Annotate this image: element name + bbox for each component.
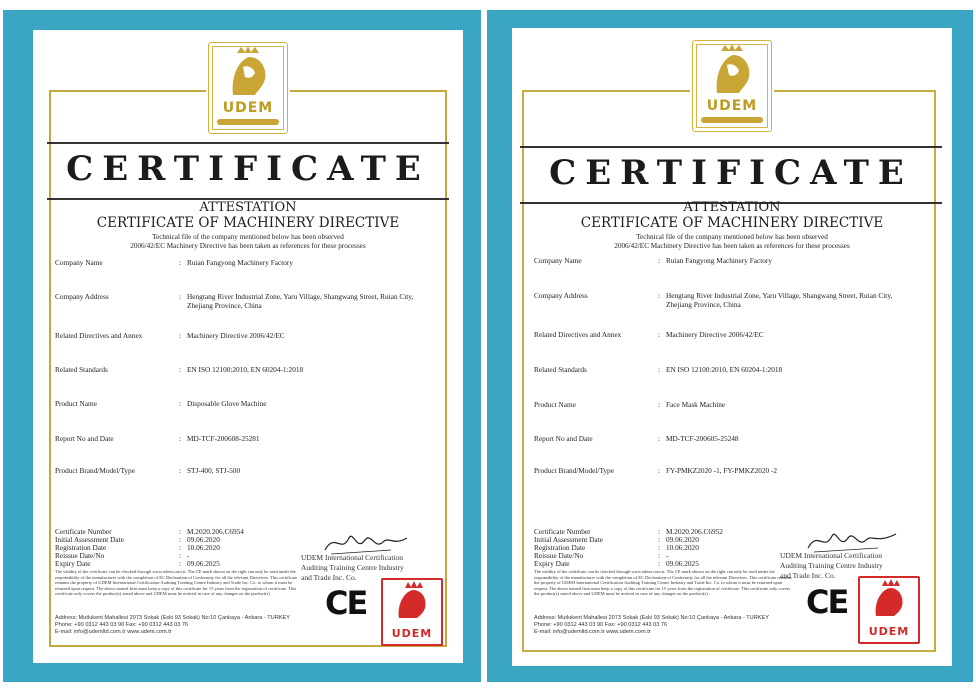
field-value: Face Mask Machine: [666, 400, 726, 409]
certificate-title-band: [47, 142, 449, 200]
directive-heading: CERTIFICATE OF MACHINERY DIRECTIVE: [96, 215, 400, 231]
field-label: Product Brand/Model/Type: [55, 466, 135, 475]
footer-label: Expiry Date: [55, 559, 91, 568]
footer-line: Certificate Number : M.2020.206.C6954: [55, 527, 244, 536]
certificate-title: CERTIFICATE: [549, 153, 913, 193]
footer-label: Initial Assessment Date: [55, 535, 124, 544]
validity-text: The validity of the certificate can be checked through www.udem.com.tr. The CE mark shown on the right can only be used under the responsibility of the manufacturer with the completion of EC Declaration of Conformity for all the relevant Directives. This certificate remains the property of UDEM International Certification Auditing Training Centre Industry and Trade Inc. Co. to whom it must be returned upon request. The above named firm must keep a copy of this certificate for 15 years from the registration of certificate. This certificate only covers the product(s) stated above and UDEM must be noticed in case of any changes on the product(s): [55, 569, 298, 597]
address-line: Address: Mutlukent Mahallesi 2073 Sokak (Eski 93 Sokak) No:10 Çankaya - Ankara - TURKEY: [534, 615, 769, 621]
email-line: E-mail: info@udemltd.com.tr www.udem.com.tr: [55, 629, 172, 635]
field-value: Machinery Directive 2006/42/EC: [666, 330, 764, 339]
footer-label: Certificate Number: [55, 527, 112, 536]
field-value: STJ-400, STJ-500: [187, 466, 241, 475]
footer-label: Reissue Date/No: [55, 551, 105, 560]
footer-value: M.2020.206.C6954: [187, 527, 244, 536]
footer-value: 09.06.2020: [666, 535, 699, 544]
field-label: Report No and Date: [534, 434, 593, 443]
logo-text: UDEM: [222, 100, 274, 116]
note-line-2: 2006/42/EC Machinery Directive has been taken as references for these processes: [614, 242, 850, 250]
field-label: Related Directives and Annex: [534, 330, 622, 339]
footer-line: Expiry Date : 09.06.2025: [534, 559, 699, 568]
footer-line: Certificate Number : M.2020.206.C6952: [534, 527, 723, 536]
note-line-1: Technical file of the company mentioned below has been observed: [152, 233, 344, 241]
ce-mark: CE: [806, 583, 848, 621]
footer-label: Registration Date: [534, 543, 586, 552]
field-label: Product Name: [534, 400, 576, 409]
field-value: Machinery Directive 2006/42/EC: [187, 331, 285, 340]
field-value: EN ISO 12100:2010, EN 60204-1:2018: [187, 365, 304, 374]
issuer-line: and Trade Inc. Co.: [780, 571, 836, 580]
issuer-line: Auditing Training Centre Industry: [301, 563, 404, 572]
red-logo-text: UDEM: [391, 627, 433, 640]
lion-crown-icon: [383, 580, 441, 620]
field-label: Company Address: [55, 292, 109, 301]
issuer-line: and Trade Inc. Co.: [301, 573, 357, 582]
field-value: Hengtang River Industrial Zone, Yaru Village, Shangwang Street, Ruian City, Zhejiang Province, China: [187, 292, 414, 310]
field-label: Product Brand/Model/Type: [534, 466, 614, 475]
footer-line: Initial Assessment Date : 09.06.2020: [55, 535, 220, 544]
field-value: Hengtang River Industrial Zone, Yaru Village, Shangwang Street, Ruian City, Zhejiang Province, China: [666, 291, 893, 309]
footer-label: Certificate Number: [534, 527, 591, 536]
field-value: Ruian Fangyong Machinery Factory: [187, 258, 293, 267]
directive-heading: CERTIFICATE OF MACHINERY DIRECTIVE: [580, 215, 884, 231]
field-label: Company Name: [55, 258, 103, 267]
certificate-paper: UDEM CERTIFICATE ATTESTATION CERTIFICATE OF MACHINERY DIRECTIVE Technical file of the company mentioned below has been observed 2006/42/EC Machinery Directive has been taken as references for these processes Company Name : Ruian Fangyong Machinery Factory Company Address : Hengtang River Industrial Zone, Yaru Village, Shangwang Street, Ruian City, Zhejiang Province, China Related Directives and Annex : Machinery Directive 2006/42/EC Related Standards : EN ISO 12100:2010, EN 60204-1:2018 Product Name : Disposable Glove Machine Report No and Date : MD-TCF-200608-25281 Product Brand/Model/Type : STJ-400, STJ-500 Certificate Number : M.2020.206.C6954 Initial Assessment Date : 09.06.2020 Registration Date : 10.06.2020 Reissue Date/No : - Expiry Date : 09.06.2025 The validity of the certificate can be checked through www.udem.com.tr. The CE mark shown on the right can only be used under the responsibility of the manufacturer with the completion of EC Declaration of Conformity for all the relevant Directives. This certificate remains the property of UDEM International Certification Auditing Training Centre Industry and Trade Inc. Co. to whom it must be returned upon request. The above named firm must keep a copy of this certificate for 15 years from the registration of certificate. This certificate only covers the product(s) stated above and UDEM must be noticed in case of any changes on the product(s) Address: Mutlukent Mahallesi 2073 Sokak (Eski 93 Sokak) No:10 Çankaya - Ankara - TURKEY Phone: +90 0312 443 03 90 Fax: +90 0312 443 03 76 E-mail: info@udemltd.com.tr www.udem.com.tr UDEM International Certification Auditing Training Centre Industry and Trade Inc. Co. CE UDEM: [33, 30, 463, 663]
red-logo-text: UDEM: [868, 625, 910, 638]
certificate-paper: UDEM CERTIFICATE ATTESTATION CERTIFICATE OF MACHINERY DIRECTIVE Technical file of the company mentioned below has been observed 2006/42/EC Machinery Directive has been taken as references for these processes Company Name : Ruian Fangyong Machinery Factory Company Address : Hengtang River Industrial Zone, Yaru Village, Shangwang Street, Ruian City, Zhejiang Province, China Related Directives and Annex : Machinery Directive 2006/42/EC Related Standards : EN ISO 12100:2010, EN 60204-1:2018 Product Name : Face Mask Machine Report No and Date : MD-TCF-200605-25248 Product Brand/Model/Type : FY-PMKZ2020 -1, FY-PMKZ2020 -2 Certificate Number : M.2020.206.C6952 Initial Assessment Date : 09.06.2020 Registration Date : 10.06.2020 Reissue Date/No : - Expiry Date : 09.06.2025 The validity of the certificate can be checked through www.udem.com.tr. The CE mark shown on the right can only be used under the responsibility of the manufacturer with the completion of EC Declaration of Conformity for all the relevant Directives. This certificate remains the property of UDEM International Certification Auditing Training Centre Industry and Trade Inc. Co. to whom it must be returned upon request. The above named firm must keep a copy of this certificate for 15 years from the registration of certificate. This certificate only covers the product(s) stated above and UDEM must be noticed in case of any changes on the product(s) Address: Mutlukent Mahallesi 2073 Sokak (Eski 93 Sokak) No:10 Çankaya - Ankara - TURKEY Phone: +90 0312 443 03 90 Fax: +90 0312 443 03 76 E-mail: info@udemltd.com.tr www.udem.com.tr UDEM International Certification Auditing Training Centre Industry and Trade Inc. Co. CE UDEM: [512, 28, 952, 666]
validity-text: The validity of the certificate can be checked through www.udem.com.tr. The CE mark shown on the right can only be used under the responsibility of the manufacturer with the completion of EC Declaration of Conformity for all the relevant Directives. This certificate remains the property of UDEM International Certification Auditing Training Centre Industry and Trade Inc. Co. to whom it must be returned upon request. The above named firm must keep a copy of this certificate for 15 years from the registration of certificate. This certificate only covers the product(s) stated above and UDEM must be noticed in case of any changes on the product(s): [534, 569, 792, 597]
footer-value: 09.06.2025: [666, 559, 699, 568]
footer-line: Registration Date : 10.06.2020: [534, 543, 699, 552]
footer-label: Initial Assessment Date: [534, 535, 603, 544]
field-value: Disposable Glove Machine: [187, 399, 267, 408]
udem-red-logo: [381, 578, 443, 646]
issuer-line: Auditing Training Centre Industry: [780, 561, 883, 570]
field-label: Company Name: [534, 256, 582, 265]
certificate-title: CERTIFICATE: [66, 149, 430, 189]
footer-value: -: [187, 551, 190, 560]
field-value: MD-TCF-200605-25248: [666, 434, 739, 443]
footer-value: M.2020.206.C6952: [666, 527, 723, 536]
udem-red-logo: [858, 576, 920, 644]
footer-line: Expiry Date : 09.06.2025: [55, 559, 220, 568]
field-value: FY-PMKZ2020 -1, FY-PMKZ2020 -2: [666, 466, 778, 475]
lion-crown-icon: [209, 43, 287, 101]
email-line: E-mail: info@udemltd.com.tr www.udem.com.tr: [534, 629, 651, 635]
footer-value: 09.06.2025: [187, 559, 220, 568]
attestation-heading: ATTESTATION: [683, 200, 781, 215]
footer-value: 10.06.2020: [187, 543, 220, 552]
field-value: EN ISO 12100:2010, EN 60204-1:2018: [666, 365, 783, 374]
attestation-heading: ATTESTATION: [199, 200, 297, 215]
field-label: Product Name: [55, 399, 97, 408]
field-label: Related Standards: [534, 365, 587, 374]
issuer-line: UDEM International Certification: [780, 551, 883, 560]
footer-line: Registration Date : 10.06.2020: [55, 543, 220, 552]
logo-ribbon: [701, 117, 763, 123]
footer-label: Reissue Date/No: [534, 551, 584, 560]
field-label: Report No and Date: [55, 434, 114, 443]
footer-label: Registration Date: [55, 543, 107, 552]
lion-crown-icon: [693, 41, 771, 99]
note-line-1: Technical file of the company mentioned below has been observed: [636, 233, 828, 241]
phone-line: Phone: +90 0312 443 03 90 Fax: +90 0312 443 03 76: [534, 622, 668, 628]
note-line-2: 2006/42/EC Machinery Directive has been taken as references for these processes: [130, 242, 366, 250]
ce-mark: CE: [325, 584, 367, 622]
field-label: Related Directives and Annex: [55, 331, 143, 340]
lion-crown-icon: [860, 578, 918, 618]
footer-label: Expiry Date: [534, 559, 570, 568]
certificate-panel-right: [487, 10, 973, 682]
footer-value: 10.06.2020: [666, 543, 699, 552]
footer-value: -: [666, 551, 669, 560]
udem-logo: [692, 40, 772, 132]
field-label: Company Address: [534, 291, 588, 300]
issuer-line: UDEM International Certification: [301, 553, 404, 562]
footer-line: Reissue Date/No : -: [534, 551, 669, 560]
certificate-title-band: [520, 146, 942, 204]
footer-line: Reissue Date/No : -: [55, 551, 190, 560]
address-line: Address: Mutlukent Mahallesi 2073 Sokak (Eski 93 Sokak) No:10 Çankaya - Ankara - TURKEY: [55, 615, 290, 621]
field-value: MD-TCF-200608-25281: [187, 434, 260, 443]
logo-ribbon: [217, 119, 279, 125]
phone-line: Phone: +90 0312 443 03 90 Fax: +90 0312 443 03 76: [55, 622, 189, 628]
logo-text: UDEM: [706, 98, 758, 114]
footer-value: 09.06.2020: [187, 535, 220, 544]
footer-line: Initial Assessment Date : 09.06.2020: [534, 535, 699, 544]
certificate-panel-left: [3, 10, 481, 682]
udem-logo: [208, 42, 288, 134]
field-label: Related Standards: [55, 365, 108, 374]
field-value: Ruian Fangyong Machinery Factory: [666, 256, 772, 265]
